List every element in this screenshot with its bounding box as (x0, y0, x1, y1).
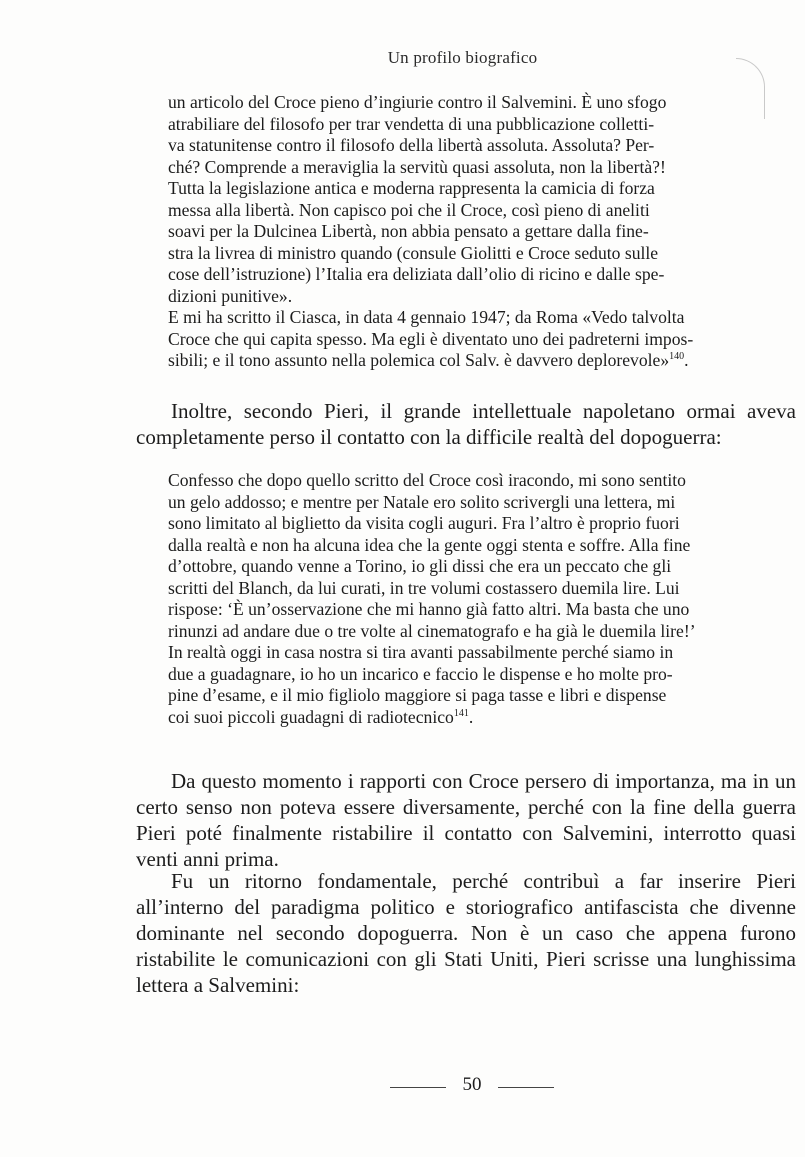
body-paragraph-3: Fu un ritorno fondamentale, perché contribuì a far inserire Pieri all’interno del paradigma politico e storiografico antifascista che divenne dominante nel secondo dopoguerra. Non è un caso che appena furono ristabilite le comunicazioni con gli Stati Uniti, Pieri scrisse una lunghissima lettera a Salvemini: (136, 869, 796, 997)
quote-line: E mi ha scritto il Ciasca, in data 4 gennaio 1947; da Roma «Vedo talvolta (168, 307, 685, 327)
quote-line: sono limitato al biglietto da visita cogli auguri. Fra l’altro è proprio fuori (168, 513, 680, 533)
quote-line: scritti del Blanch, da lui curati, in tre volumi costassero duemila lire. Lui (168, 577, 680, 598)
quote-line: dalla realtà e non ha alcuna idea che la gente oggi stenta e soffre. Alla fine (168, 534, 691, 555)
quote-line-last (168, 350, 763, 372)
quote-line: ché? Comprende a meraviglia la servitù quasi assoluta, non la libertà?! (168, 156, 666, 177)
quote-line: rinunzi ad andare due o tre volte al cinematografo e ha già le duemila lire!’ (168, 620, 696, 641)
quote-line: pine d’esame, e il mio figliolo maggiore si paga tasse e libri e dispense (168, 685, 667, 705)
quote-line: In realtà oggi in casa nostra si tira avanti passabilmente perché siamo in (168, 642, 674, 662)
footnote-ref-140[interactable]: 140 (669, 351, 685, 363)
quote-line: un gelo addosso; e mentre per Natale ero solito scrivergli una lettera, mi (168, 491, 676, 512)
quote-line: stra la livrea di ministro quando (consule Giolitti e Croce seduto sulle (168, 242, 659, 263)
page-footer (390, 1074, 550, 1100)
body-paragraph-2: Da questo momento i rapporti con Croce persero di importanza, ma in un certo senso non poteva essere diversamente, perché con la fine della guerra Pieri poté finalmente ristabilire il contatto con Salvemini, interrotto quasi venti anni prima. (136, 769, 796, 871)
quote-last-text: coi suoi piccoli guadagni di radiotecnico (168, 706, 454, 727)
quote-line-last (168, 707, 763, 729)
footnote-ref-141[interactable]: 141 (453, 707, 469, 719)
quote-line: messa alla libertà. Non capisco poi che il Croce, così pieno di aneliti (168, 199, 650, 220)
quote-line: rispose: ‘È un’osservazione che mi hanno già fatto altri. Ma basta che uno (168, 599, 690, 619)
quote-last-text: sibili; e il tono assunto nella polemica col Salv. è davvero deplorevole» (168, 350, 670, 370)
quote-end-punct: . (468, 706, 474, 727)
running-header: Un profilo biografico (387, 48, 538, 67)
quote-line: d’ottobre, quando venne a Torino, io gli dissi che era un peccato che gli (168, 556, 672, 576)
page-number: 50 (462, 1074, 482, 1095)
quote-end-punct: . (684, 350, 689, 370)
quote-line: Croce che qui capita spesso. Ma egli è diventato uno dei padreterni impos- (168, 328, 694, 349)
body-paragraph-1: Inoltre, secondo Pieri, il grande intellettuale napoletano ormai aveva completamente perso il contatto con la difficile realtà del dopoguerra: (136, 399, 796, 449)
quote-line: soavi per la Dulcinea Libertà, non abbia pensato a gettare dalla fine- (168, 221, 649, 241)
quote-line: dizioni punitive». (168, 285, 293, 306)
block-quote-1 (168, 92, 763, 372)
quote-line: un articolo del Croce pieno d’ingiurie contro il Salvemini. È uno sfogo (168, 92, 667, 112)
quote-line: Tutta la legislazione antica e moderna rappresenta la camicia di forza (168, 178, 655, 198)
quote-line: cose dell’istruzione) l’Italia era deliziata dall’olio di ricino e dalle spe- (168, 264, 665, 284)
quote-line: due a guadagnare, io ho un incarico e faccio le dispense e ho molte pro- (168, 663, 673, 684)
block-quote-2 (168, 470, 763, 728)
quote-line: va statunitense contro il filosofo della libertà assoluta. Assoluta? Per- (168, 135, 655, 155)
quote-line: atrabiliare del filosofo per trar vendetta di una pubblicazione colletti- (168, 113, 655, 134)
footer-rule-left (390, 1087, 446, 1088)
footer-rule-right (498, 1087, 554, 1088)
quote-line: Confesso che dopo quello scritto del Croce così iracondo, mi sono sentito (168, 470, 686, 490)
